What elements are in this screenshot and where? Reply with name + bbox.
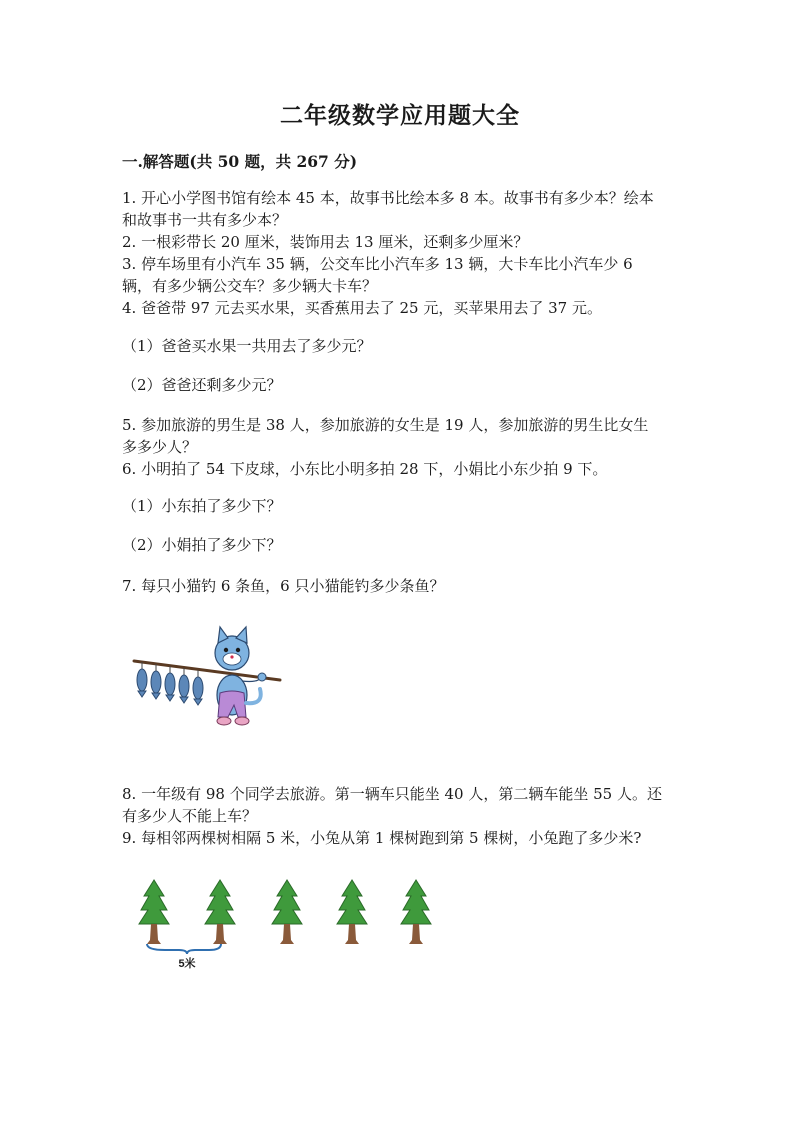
question-8-line-1: 8. 一年级有 98 个同学去旅游。第一辆车只能坐 40 人，第二辆车能坐 55 人。还 <box>122 785 662 803</box>
question-1-line-1: 1. 开心小学图书馆有绘本 45 本，故事书比绘本多 8 本。故事书有多少本？绘本 <box>122 189 654 207</box>
question-1-line-2: 和故事书一共有多少本？ <box>122 211 288 229</box>
tree-icon <box>337 880 367 944</box>
question-3-line-1: 3. 停车场里有小汽车 35 辆，公交车比小汽车多 13 辆，大卡车比小汽车少 6 <box>122 255 633 273</box>
tree-icon <box>401 880 431 944</box>
section-heading: 一.解答题(共 50 题，共 267 分) <box>122 152 358 171</box>
question-5-line-1: 5. 参加旅游的男生是 38 人，参加旅游的女生是 19 人，参加旅游的男生比女生 <box>122 416 649 434</box>
tree-icon <box>205 880 235 944</box>
question-9: 9. 每相邻两棵树相隔 5 米，小兔从第 1 棵树跑到第 5 棵树，小兔跑了多少米? <box>122 829 642 847</box>
question-2: 2. 一根彩带长 20 厘米，装饰用去 13 厘米，还剩多少厘米？ <box>122 233 529 251</box>
question-8-line-2: 有多少人不能上车？ <box>122 807 258 825</box>
question-6-sub-1: （1）小东拍了多少下？ <box>122 497 282 515</box>
question-3-line-2: 辆，有多少辆公交车？多少辆大卡车？ <box>122 277 378 295</box>
cat-fishing-illustration <box>130 625 290 735</box>
question-4-sub-2: （2）爸爸还剩多少元？ <box>122 376 282 394</box>
question-7: 7. 每只小猫钓 6 条鱼，6 只小猫能钓多少条鱼？ <box>122 577 445 595</box>
question-5-line-2: 多多少人？ <box>122 438 198 456</box>
question-6-sub-2: （2）小娟拍了多少下？ <box>122 536 282 554</box>
distance-label: 5米 <box>178 958 196 970</box>
tree-icon <box>139 880 169 944</box>
question-4: 4. 爸爸带 97 元去买水果，买香蕉用去了 25 元，买苹果用去了 37 元。 <box>122 299 602 317</box>
tree-icon <box>272 880 302 944</box>
page-title: 二年级数学应用题大全 <box>280 102 520 129</box>
question-6: 6. 小明拍了 54 下皮球，小东比小明多拍 28 下，小娟比小东少拍 9 下。 <box>122 460 608 478</box>
distance-brace <box>147 944 221 954</box>
question-4-sub-1: （1）爸爸买水果一共用去了多少元？ <box>122 337 372 355</box>
trees-illustration <box>135 878 455 968</box>
